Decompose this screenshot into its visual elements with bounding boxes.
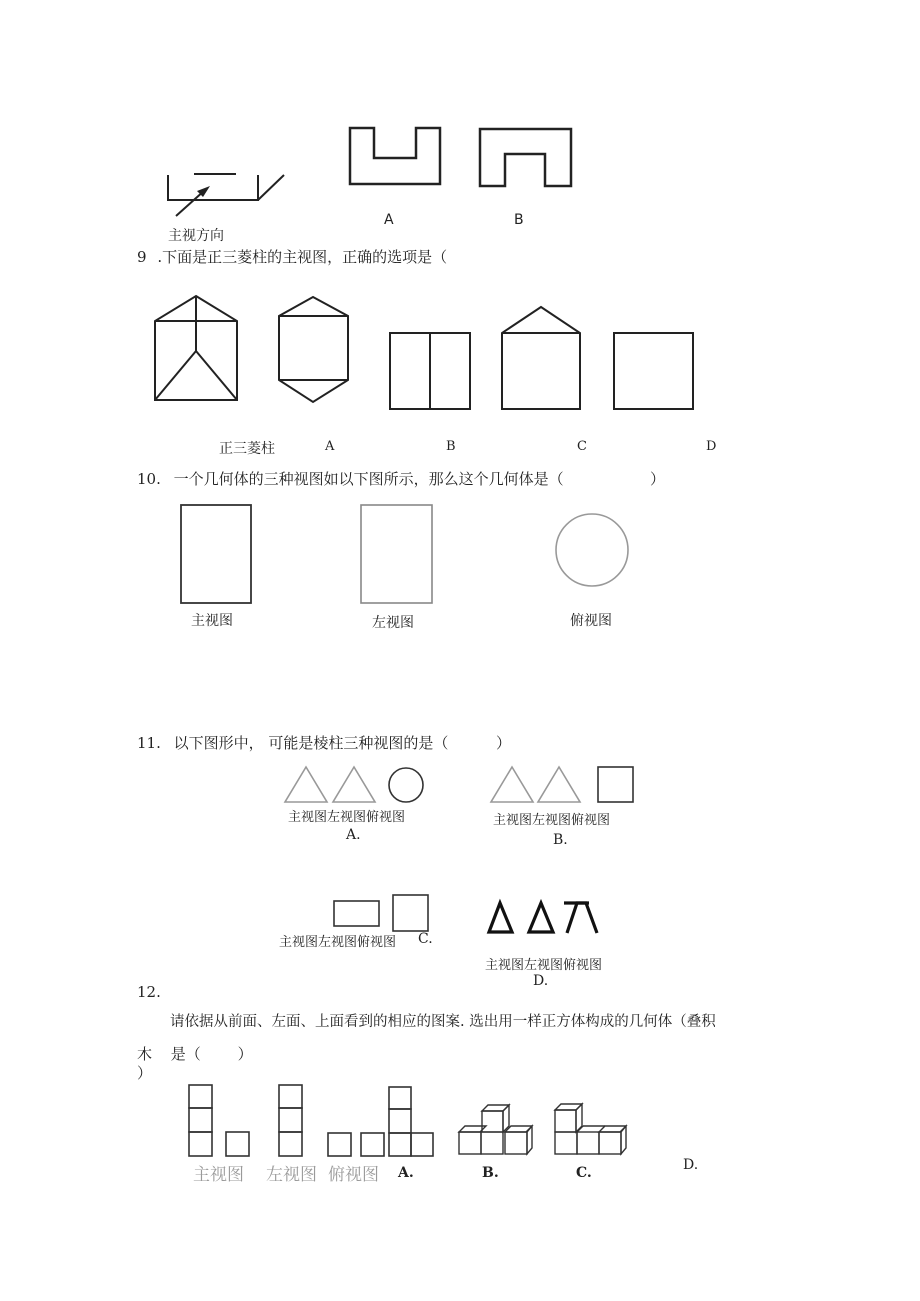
q12-option-b-label: B. xyxy=(482,1165,499,1181)
q11-option-a-caption: 主视图左视图俯视图 xyxy=(288,810,406,825)
q9-number: 9 xyxy=(137,248,147,266)
q12-option-d-label: D. xyxy=(683,1157,699,1173)
q11-option-d-caption: 主视图左视图俯视图 xyxy=(485,958,603,973)
q11-option-c-label: C. xyxy=(418,931,433,947)
q10-left-view-label: 左视图 xyxy=(372,615,414,631)
q10-close-paren: ） xyxy=(650,470,666,488)
q12-text-line2-a: 木 xyxy=(137,1045,153,1063)
q12-front-view-label: 主视图 xyxy=(193,1165,244,1185)
q12-number: 12. xyxy=(137,983,161,1001)
q9-option-c-label: C xyxy=(577,439,587,454)
q12-top-view-label: 俯视图 xyxy=(328,1165,379,1185)
q12-left-view-figure xyxy=(279,1085,302,1156)
prism-label: 正三菱柱 xyxy=(219,441,275,457)
q11-option-a-label: A. xyxy=(346,827,361,843)
q8-option-a-label: A xyxy=(384,212,394,228)
q9-option-d-label: D xyxy=(706,439,717,454)
q11-close-paren: ） xyxy=(496,734,512,752)
q10-text: 一个几何体的三种视图如以下图所示，那么这个几何体是（ xyxy=(173,470,564,488)
q11-text: 以下图形中， 可能是棱柱三种视图的是（ xyxy=(173,734,449,752)
q12-text-line1: 请依据从前面、左面、上面看到的相应的图案. 选出用一样正方体构成的几何体（叠积 xyxy=(170,1014,716,1030)
q9-option-a-label: A xyxy=(325,439,335,454)
q11-option-b-label: B. xyxy=(553,832,568,848)
q8-option-b-label: B xyxy=(514,212,524,228)
q12-left-view-label: 左视图 xyxy=(266,1165,317,1185)
q10-number: 10. xyxy=(137,470,161,488)
q12-top-view-figure xyxy=(328,1133,384,1156)
q10-top-view-label: 俯视图 xyxy=(570,613,612,629)
q11-option-d-label: D. xyxy=(533,973,549,989)
q11-option-c-caption: 主视图左视图俯视图 xyxy=(279,935,397,950)
q12-option-c-label: C. xyxy=(576,1165,592,1181)
q12-option-b-figure xyxy=(459,1105,532,1154)
q12-option-a-figure xyxy=(389,1087,433,1156)
q12-option-a-label: A. xyxy=(398,1165,414,1181)
q8-direction-label: 主视方向 xyxy=(168,228,224,244)
q12-text-line2-c: ） xyxy=(237,1045,253,1063)
q11-number: 11. xyxy=(137,734,161,752)
q11-option-b-caption: 主视图左视图俯视图 xyxy=(493,813,611,828)
q10-front-view-label: 主视图 xyxy=(191,613,233,629)
q12-text-line2-b: 是（ xyxy=(170,1045,201,1063)
q9-option-b-label: B xyxy=(446,439,456,454)
q12-front-view-figure xyxy=(189,1085,249,1156)
q9-text: .下面是正三菱柱的主视图，正确的选项是（ xyxy=(157,248,448,266)
q12-option-c-figure xyxy=(555,1104,626,1154)
q12-text-line3: ） xyxy=(137,1064,153,1082)
